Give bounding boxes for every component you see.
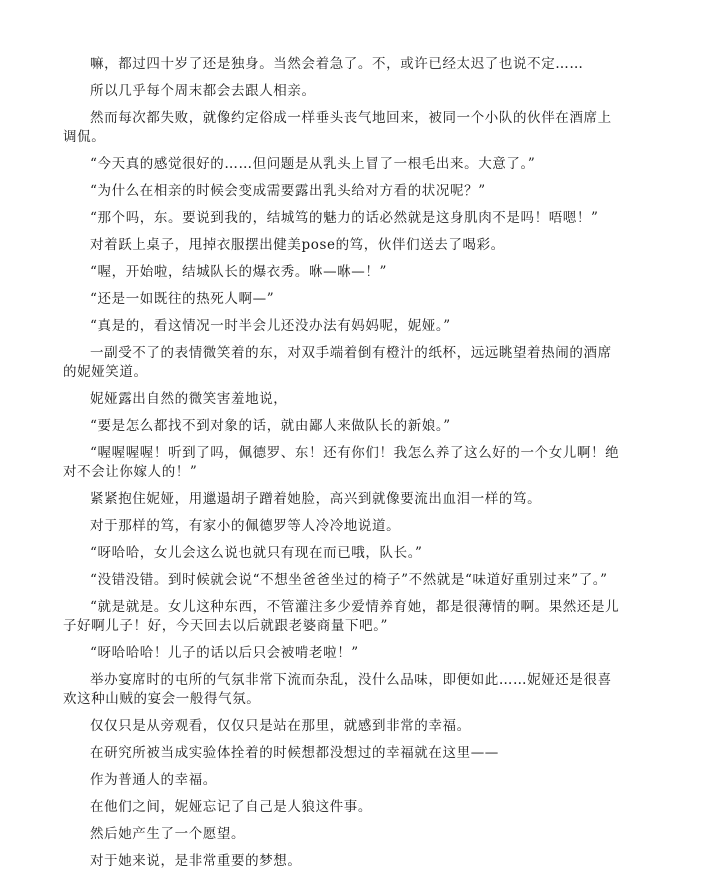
paragraph: “真是的，看这情况一时半会儿还没办法有妈妈呢，妮娅。” [90, 318, 451, 334]
paragraph: “喔喔喔喔！听到了吗，佩德罗、东！还有你们！我怎么养了这么好的一个女儿啊！绝对不会让你嫁人的！” [63, 445, 620, 480]
paragraph: 举办宴席时的屯所的气氛非常下流而杂乱，没什么品味，即便如此……妮娅还是很喜欢这种山贼的宴会一般得气氛。 [63, 672, 612, 707]
paragraph: “喔，开始啦，结城队长的爆衣秀。咻—咻—！” [90, 264, 388, 280]
paragraph: “要是怎么都找不到对象的话，就由鄙人来做队长的新娘。” [90, 418, 451, 434]
paragraph: 对着跃上桌子，甩掉衣服摆出健美pose的笃，伙伴们送去了喝彩。 [90, 237, 505, 253]
paragraph: “就是就是。女儿这种东西，不管灌注多少爱情养育她，都是很薄情的啊。果然还是儿子好啊儿子！好，今天回去以后就跟老婆商量下吧。” [63, 599, 620, 634]
paragraph: 对于那样的笃，有家小的佩德罗等人冷冷地说道。 [90, 518, 401, 534]
paragraph: “那个吗，东。要说到我的，结城笃的魅力的话必然就是这身肌肉不是吗！唔嗯！” [90, 210, 599, 226]
paragraph: “呀哈哈，女儿会这么说也就只有现在而已哦，队长。” [90, 545, 423, 561]
paragraph: 仅仅只是从旁观看，仅仅只是站在那里，就感到非常的幸福。 [90, 718, 471, 734]
paragraph: 嘛，都过四十岁了还是独身。当然会着急了。不，或许已经太迟了也说不定…… [90, 56, 584, 72]
paragraph: “今天真的感觉很好的……但问题是从乳头上冒了一根毛出来。大意了。” [90, 156, 536, 172]
paragraph: 然后她产生了一个愿望。 [90, 826, 246, 842]
paragraph: 作为普通人的幸福。 [90, 772, 217, 788]
paragraph: 紧紧抱住妮娅，用邋遢胡子蹭着她脸，高兴到就像要流出血泪一样的笃。 [90, 491, 542, 507]
paragraph: 一副受不了的表情微笑着的东，对双手端着倒有橙汁的纸杯，远远眺望着热闹的酒席的妮娅笑道。 [63, 345, 612, 380]
paragraph: 在研究所被当成实验体拴着的时候想都没想过的幸福就在这里—— [90, 745, 499, 761]
paragraph: 对于她来说，是非常重要的梦想。 [90, 853, 302, 869]
paragraph: 所以几乎每个周末都会去跟人相亲。 [90, 83, 316, 99]
paragraph: “呀哈哈哈！儿子的话以后只会被啃老啦！” [90, 645, 359, 661]
paragraph: “没错没错。到时候就会说“不想坐爸爸坐过的椅子”不然就是“味道好重别过来”了。” [90, 572, 608, 588]
paragraph: “为什么在相亲的时候会变成需要露出乳头给对方看的状况呢？” [90, 183, 486, 199]
paragraph: “还是一如既往的热死人啊—” [90, 291, 275, 307]
paragraph: 妮娅露出自然的微笑害羞地说， [90, 391, 288, 407]
document-page [63, 55, 623, 879]
paragraph: 在他们之间，妮娅忘记了自己是人狼这件事。 [90, 799, 372, 815]
paragraph: 然而每次都失败，就像约定俗成一样垂头丧气地回来，被同一个小队的伙伴在酒席上调侃。 [63, 110, 612, 145]
